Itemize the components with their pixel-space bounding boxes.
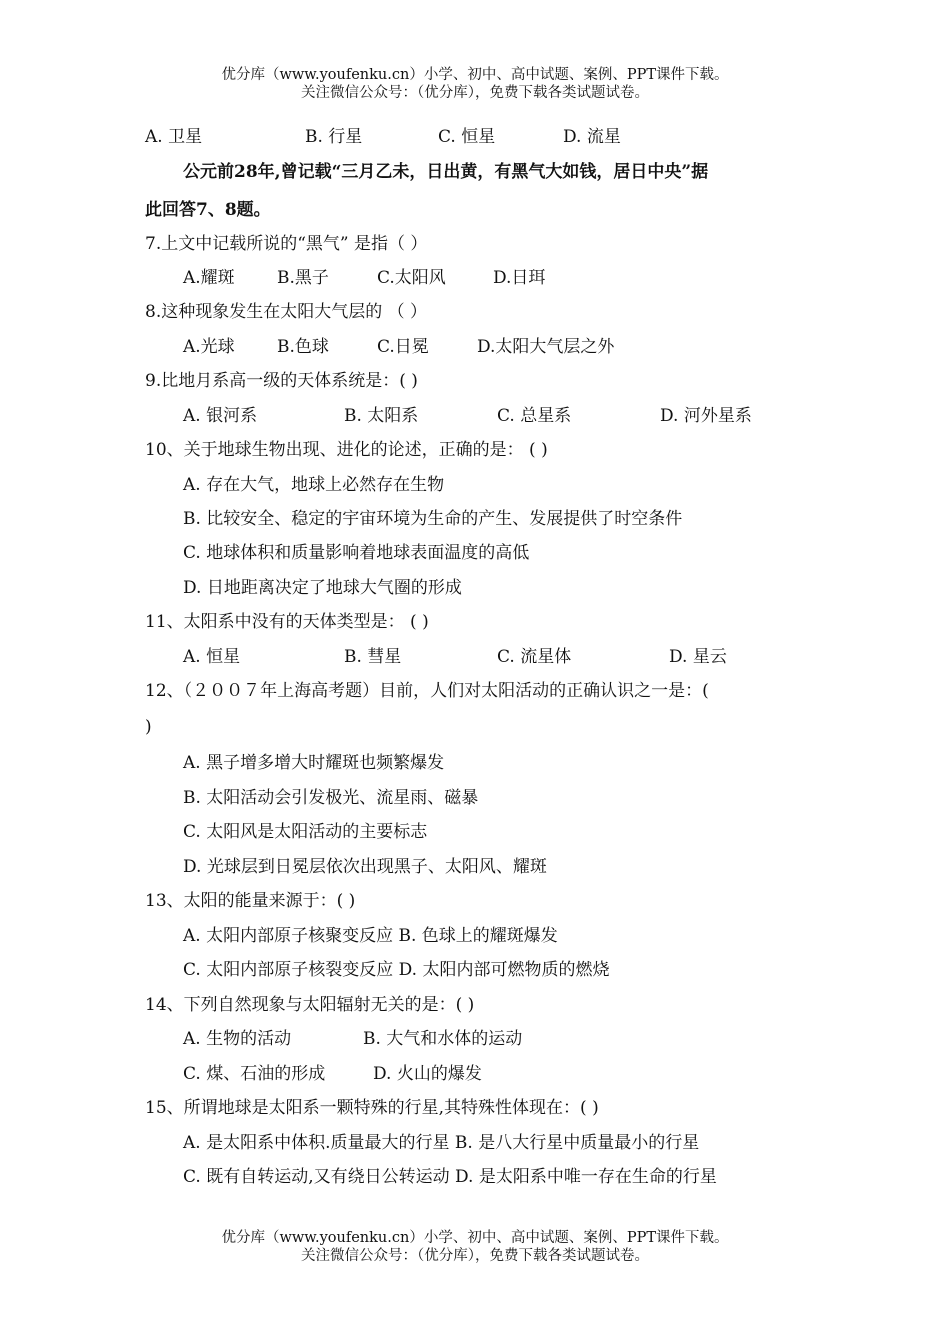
option-c: C.太阳风 — [377, 268, 446, 288]
option-a: A. 恒星 — [183, 647, 241, 667]
option-d: D.日珥 — [493, 268, 546, 288]
footer-line-1: 优分库（www.youfenku.cn）小学、初中、高中试题、案例、PPT课件下载。 — [221, 1230, 729, 1246]
option-b: B. 彗星 — [344, 647, 402, 667]
q12-option-d: D. 光球层到日冕层依次出现黑子、太阳风、耀斑 — [183, 857, 547, 877]
q14-options-ab — [183, 1028, 522, 1050]
option-a: A. 卫星 — [145, 127, 203, 147]
q12-option-a: A. 黑子增多增大时耀斑也频繁爆发 — [183, 753, 445, 773]
option-c: C. 总星系 — [497, 406, 572, 426]
q15-options-ab: A. 是太阳系中体积.质量最大的行星 B. 是八大行星中质量最小的行星 — [183, 1133, 700, 1153]
q12-option-b: B. 太阳活动会引发极光、流星雨、磁暴 — [183, 788, 479, 808]
option-b: B. 太阳系 — [344, 406, 419, 426]
q10-option-b: B. 比较安全、稳定的宇宙环境为生命的产生、发展提供了时空条件 — [183, 509, 683, 529]
q7-stem: 7.上文中记载所说的“黑气” 是指（ ） — [145, 234, 428, 254]
option-d: D. 星云 — [669, 647, 727, 667]
option-b: B.黑子 — [277, 268, 329, 288]
q13-stem: 13、太阳的能量来源于：( ) — [145, 891, 356, 911]
q10-option-c: C. 地球体积和质量影响着地球表面温度的高低 — [183, 543, 530, 563]
option-b: B. 大气和水体的运动 — [363, 1029, 523, 1049]
option-c: C. 流星体 — [497, 647, 572, 667]
q15-stem: 15、所谓地球是太阳系一颗特殊的行星,其特殊性体现在：( ) — [145, 1098, 599, 1118]
q8-stem: 8.这种现象发生在太阳大气层的 （ ） — [145, 302, 428, 322]
q13-options-ab: A. 太阳内部原子核聚变反应 B. 色球上的耀斑爆发 — [183, 926, 558, 946]
q10-option-d: D. 日地距离决定了地球大气圈的形成 — [183, 578, 462, 598]
q11-options — [183, 646, 727, 668]
option-d: D. 流星 — [563, 127, 621, 147]
option-c: C. 恒星 — [438, 127, 496, 147]
option-b: B.色球 — [277, 337, 329, 357]
option-a: A. 生物的活动 — [183, 1029, 292, 1049]
header-line-2: 关注微信公众号：（优分库），免费下载各类试题试卷。 — [301, 85, 649, 101]
q7-options — [183, 267, 545, 289]
q14-options-cd — [183, 1063, 482, 1085]
header-line-1: 优分库（www.youfenku.cn）小学、初中、高中试题、案例、PPT课件下载。 — [221, 67, 729, 83]
option-a: A.耀斑 — [183, 268, 235, 288]
q9-options — [183, 405, 752, 427]
option-b: B. 行星 — [305, 127, 363, 147]
q11-stem: 11、太阳系中没有的天体类型是： ( ) — [145, 612, 429, 632]
option-c: C.日冕 — [377, 337, 429, 357]
q8-options — [183, 336, 614, 358]
q15-options-cd: C. 既有自转运动,又有绕日公转运动 D. 是太阳系中唯一存在生命的行星 — [183, 1167, 717, 1187]
q10-option-a: A. 存在大气，地球上必然存在生物 — [183, 475, 445, 495]
q14-stem: 14、下列自然现象与太阳辐射无关的是：( ) — [145, 995, 475, 1015]
q9-stem: 9.比地月系高一级的天体系统是：( ) — [145, 371, 418, 391]
q12-stem-cont: ) — [145, 717, 152, 737]
q12-stem: 12、（２００７年上海高考题）目前，人们对太阳活动的正确认识之一是：( — [145, 681, 709, 701]
option-d: D.太阳大气层之外 — [477, 337, 615, 357]
passage-line-2: 此回答7、8题。 — [145, 200, 271, 220]
page-header — [0, 66, 950, 102]
option-d: D. 火山的爆发 — [373, 1064, 482, 1084]
option-a: A. 银河系 — [183, 406, 258, 426]
option-c: C. 煤、石油的形成 — [183, 1064, 326, 1084]
option-d: D. 河外星系 — [660, 406, 752, 426]
page-footer — [0, 1229, 950, 1265]
q12-option-c: C. 太阳风是太阳活动的主要标志 — [183, 822, 428, 842]
q6-options — [145, 126, 621, 148]
q13-options-cd: C. 太阳内部原子核裂变反应 D. 太阳内部可燃物质的燃烧 — [183, 960, 610, 980]
footer-line-2: 关注微信公众号：（优分库），免费下载各类试题试卷。 — [301, 1248, 649, 1264]
option-a: A.光球 — [183, 337, 235, 357]
q10-stem: 10、关于地球生物出现、进化的论述，正确的是： ( ) — [145, 440, 548, 460]
passage-line-1: 公元前28年,曾记载“三月乙未，日出黄，有黑气大如钱，居日中央”据 — [183, 162, 709, 182]
